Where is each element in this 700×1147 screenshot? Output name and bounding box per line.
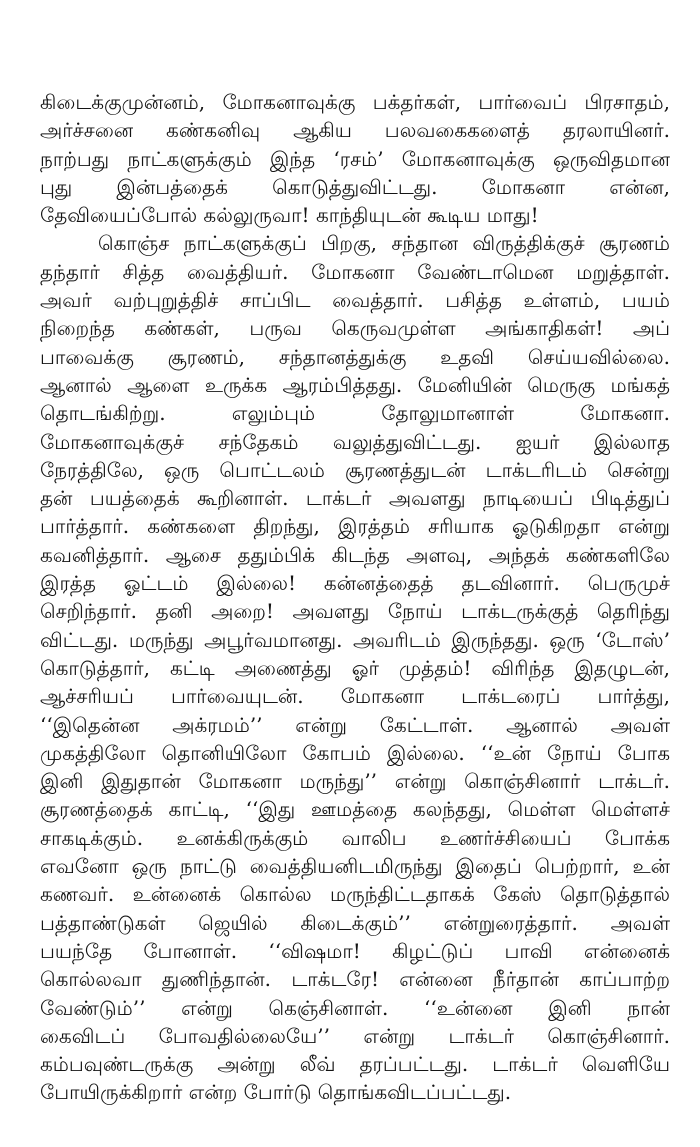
text-line: ‘‘இதென்ன அக்ரமம்’’ என்று கேட்டாள். ஆனால் அவள் xyxy=(40,712,670,737)
paragraph-1 xyxy=(40,88,670,229)
text-line: மோகனாவுக்குச் சந்தேகம் வலுத்துவிட்டது. ஐயர் இல்லாத xyxy=(40,429,670,454)
text-line: கம்பவுண்டருக்கு அன்று லீவ் தரப்பட்டது. டாக்டர் வெளியே xyxy=(40,1052,670,1077)
text-line: இனி இதுதான் மோகனா மருந்து’’ என்று கொஞ்சினார் டாக்டர். xyxy=(40,769,670,794)
paragraph-2 xyxy=(40,229,670,1106)
text-line: போயிருக்கிறார் என்ற போர்டு தொங்கவிடப்பட்டது. xyxy=(40,1080,512,1105)
text-line: பயந்தே போனாள். ‘‘விஷமா! கிழட்டுப் பாவி என்னைக் xyxy=(40,938,670,963)
text-line: வேண்டும்’’ என்று கெஞ்சினாள். ‘‘உன்னை இனி நான் xyxy=(40,995,670,1020)
text-line: கிடைக்குமுன்னம், மோகனாவுக்கு பக்தர்கள், பார்வைப் பிரசாதம், xyxy=(40,90,670,114)
text-line: முகத்திலோ தொனியிலோ கோபம் இல்லை. ‘‘உன் நோய் போக xyxy=(40,740,670,765)
text-line: தந்தார் சித்த வைத்தியர். மோகனா வேண்டாமென மறுத்தாள். xyxy=(40,259,670,284)
text-line: பாவைக்கு சூரணம், சந்தானத்துக்கு உதவி செய்யவில்லை. xyxy=(40,344,670,369)
book-page xyxy=(40,88,670,1107)
text-line: கணவர். உன்னைக் கொல்ல மருந்திட்டதாகக் கேஸ் தொடுத்தால் xyxy=(40,882,670,907)
text-line: சூரணத்தைக் காட்டி, ‘‘இது ஊமத்தை கலந்தது, மெள்ள மெள்ளச் xyxy=(40,797,670,822)
text-line: அவர் வற்புறுத்திச் சாப்பிட வைத்தார். பசித்த உள்ளம், பயம் xyxy=(40,288,670,313)
text-line: சாகடிக்கும். உனக்கிருக்கும் வாலிப உணர்ச்சியைப் போக்க xyxy=(40,825,670,850)
text-line: செறிந்தார். தனி அறை! அவளது நோய் டாக்டருக்குத் தெரிந்து xyxy=(40,599,670,624)
text-line: தொடங்கிற்று. எலும்பும் தோலுமானாள் மோகனா. xyxy=(40,401,670,426)
text-line: எவனோ ஒரு நாட்டு வைத்தியனிடமிருந்து இதைப் பெற்றார், உன் xyxy=(40,854,670,879)
text-line: பத்தாண்டுகள் ஜெயில் கிடைக்கும்’’ என்றுரைத்தார். அவள் xyxy=(40,910,670,935)
text-line: தன் பயத்தைக் கூறினாள். டாக்டர் அவளது நாடியைப் பிடித்துப் xyxy=(40,486,670,511)
text-line: கொடுத்தார், கட்டி அணைத்து ஓர் முத்தம்! விரிந்த இதழுடன், xyxy=(40,655,670,680)
text-line: விட்டது. மருந்து அபூர்வமானது. அவரிடம் இருந்தது. ஒரு ‘டோஸ்’ xyxy=(40,627,670,652)
text-line: அர்ச்சனை கண்கனிவு ஆகிய பலவகைகளைத் தரலாயினர். xyxy=(40,118,670,143)
text-line: ஆனால் ஆளை உருக்க ஆரம்பித்தது. மேனியின் மெருகு மங்கத் xyxy=(40,372,670,397)
text-line: கைவிடப் போவதில்லையே’’ என்று டாக்டர் கொஞ்சினார். xyxy=(40,1023,670,1048)
text-line: நேரத்திலே, ஒரு பொட்டலம் சூரணத்துடன் டாக்டரிடம் சென்று xyxy=(40,457,670,482)
text-line: பார்த்தார். கண்களை திறந்து, இரத்தம் சரியாக ஓடுகிறதா என்று xyxy=(40,514,670,539)
text-line: கொஞ்ச நாட்களுக்குப் பிறகு, சந்தான விருத்திக்குச் சூரணம் xyxy=(98,231,670,256)
text-line: புது இன்பத்தைக் கொடுத்துவிட்டது. மோகனா என்ன, xyxy=(40,174,670,199)
text-line: தேவியைப்போல் கல்லுருவா! காந்தியுடன் கூடிய மாது! xyxy=(40,203,539,228)
text-line: ஆச்சரியப் பார்வையுடன். மோகனா டாக்டரைப் பார்த்து, xyxy=(40,684,670,709)
text-line: நிறைந்த கண்கள், பருவ கெருவமுள்ள அங்காதிகள்! அப் xyxy=(40,316,670,341)
text-line: நாற்பது நாட்களுக்கும் இந்த ‘ரசம்’ மோகனாவுக்கு ஒருவிதமான xyxy=(40,146,670,171)
text-line: இரத்த ஓட்டம் இல்லை! கன்னத்தைத் தடவினார். பெருமுச் xyxy=(40,571,670,596)
text-line: கவனித்தார். ஆசை ததும்பிக் கிடந்த அளவு, அந்தக் கண்களிலே xyxy=(40,542,670,567)
text-line: கொல்லவா துணிந்தான். டாக்டரே! என்னை நீர்தான் காப்பாற்ற xyxy=(40,967,670,992)
